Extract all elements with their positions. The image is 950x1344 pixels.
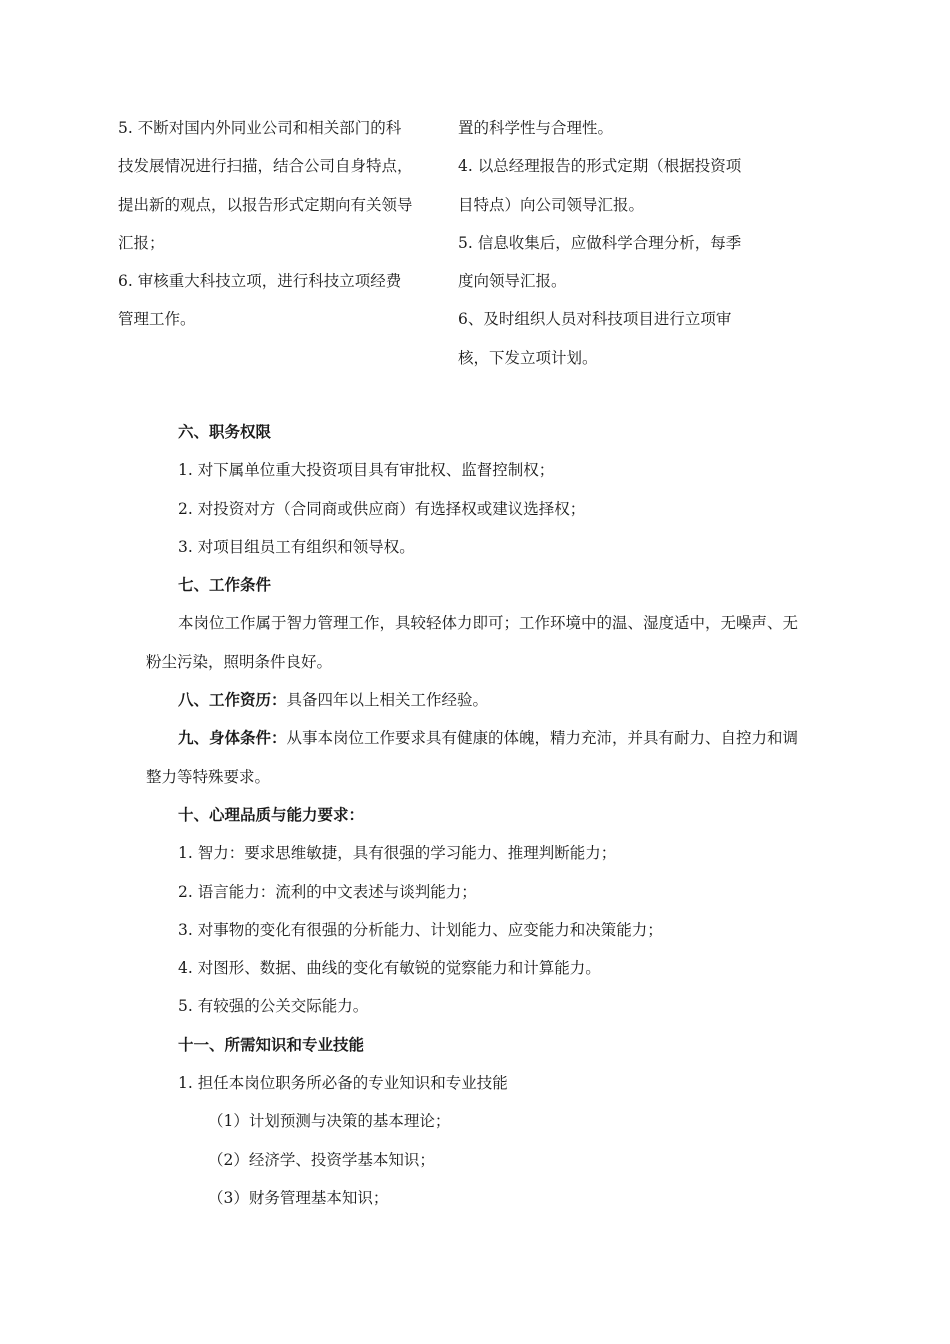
right-line: 4. 以总经理报告的形式定期（根据投资项 xyxy=(458,157,742,176)
list-item: 1. 担任本岗位职务所必备的专业知识和专业技能 xyxy=(178,1074,508,1093)
paragraph-conditions: 本岗位工作属于智力管理工作，具较轻体力即可；工作环境中的温、湿度适中，无噪声、无粉尘污染，照明条件良好。 xyxy=(146,614,799,671)
experience-text: 具备四年以上相关工作经验。 xyxy=(286,691,489,710)
right-line: 度向领导汇报。 xyxy=(458,272,567,291)
main-body xyxy=(146,413,811,1217)
list-item: 1. 对下属单位重大投资项目具有审批权、监督控制权； xyxy=(178,461,555,480)
right-column xyxy=(458,109,788,377)
list-item: 4. 对图形、数据、曲线的变化有敏锐的觉察能力和计算能力。 xyxy=(178,959,601,978)
left-line: 管理工作。 xyxy=(118,310,196,329)
sub-list-item: （1）计划预测与决策的基本理论； xyxy=(208,1112,451,1131)
section-heading-authority: 六、职务权限 xyxy=(178,422,272,441)
right-line: 置的科学性与合理性。 xyxy=(458,119,614,137)
left-line: 技发展情况进行扫描，结合公司自身特点， xyxy=(118,157,413,176)
sub-list-item: （3）财务管理基本知识； xyxy=(208,1188,389,1207)
section-heading-physical: 九、身体条件： xyxy=(178,728,287,748)
left-column xyxy=(118,109,448,339)
list-item: 3. 对事物的变化有很强的分析能力、计划能力、应变能力和决策能力； xyxy=(178,920,663,939)
list-item: 2. 语言能力：流利的中文表述与谈判能力； xyxy=(178,882,477,901)
left-line: 5. 不断对国内外同业公司和相关部门的科 xyxy=(118,119,402,137)
section-heading-knowledge: 十一、所需知识和专业技能 xyxy=(178,1034,365,1054)
physical-text: 从事本岗位工作要求具有健康的体魄，精力充沛，并具有耐力、自控力和调整力等特殊要求。 xyxy=(146,729,799,786)
left-line: 汇报； xyxy=(118,233,165,252)
list-item: 1. 智力：要求思维敏捷，具有很强的学习能力、推理判断能力； xyxy=(178,844,617,863)
right-line: 目特点）向公司领导汇报。 xyxy=(458,195,645,214)
list-item: 2. 对投资对方（合同商或供应商）有选择权或建议选择权； xyxy=(178,499,586,518)
section-heading-psychology: 十、心理品质与能力要求： xyxy=(178,804,365,824)
right-line: 核，下发立项计划。 xyxy=(458,348,598,367)
left-line: 提出新的观点，以报告形式定期向有关领导 xyxy=(118,195,413,214)
paragraph-physical xyxy=(146,719,811,796)
list-item: 3. 对项目组员工有组织和领导权。 xyxy=(178,537,415,556)
section-heading-experience: 八、工作资历： xyxy=(178,690,287,710)
paragraph-experience xyxy=(146,681,811,719)
left-line: 6. 审核重大科技立项，进行科技立项经费 xyxy=(118,272,402,291)
sub-list-item: （2）经济学、投资学基本知识； xyxy=(208,1150,435,1169)
section-heading-conditions: 七、工作条件 xyxy=(178,575,272,595)
right-line: 5. 信息收集后，应做科学合理分析，每季 xyxy=(458,233,742,252)
right-line: 6、及时组织人员对科技项目进行立项审 xyxy=(458,310,732,329)
list-item: 5. 有较强的公关交际能力。 xyxy=(178,997,369,1016)
